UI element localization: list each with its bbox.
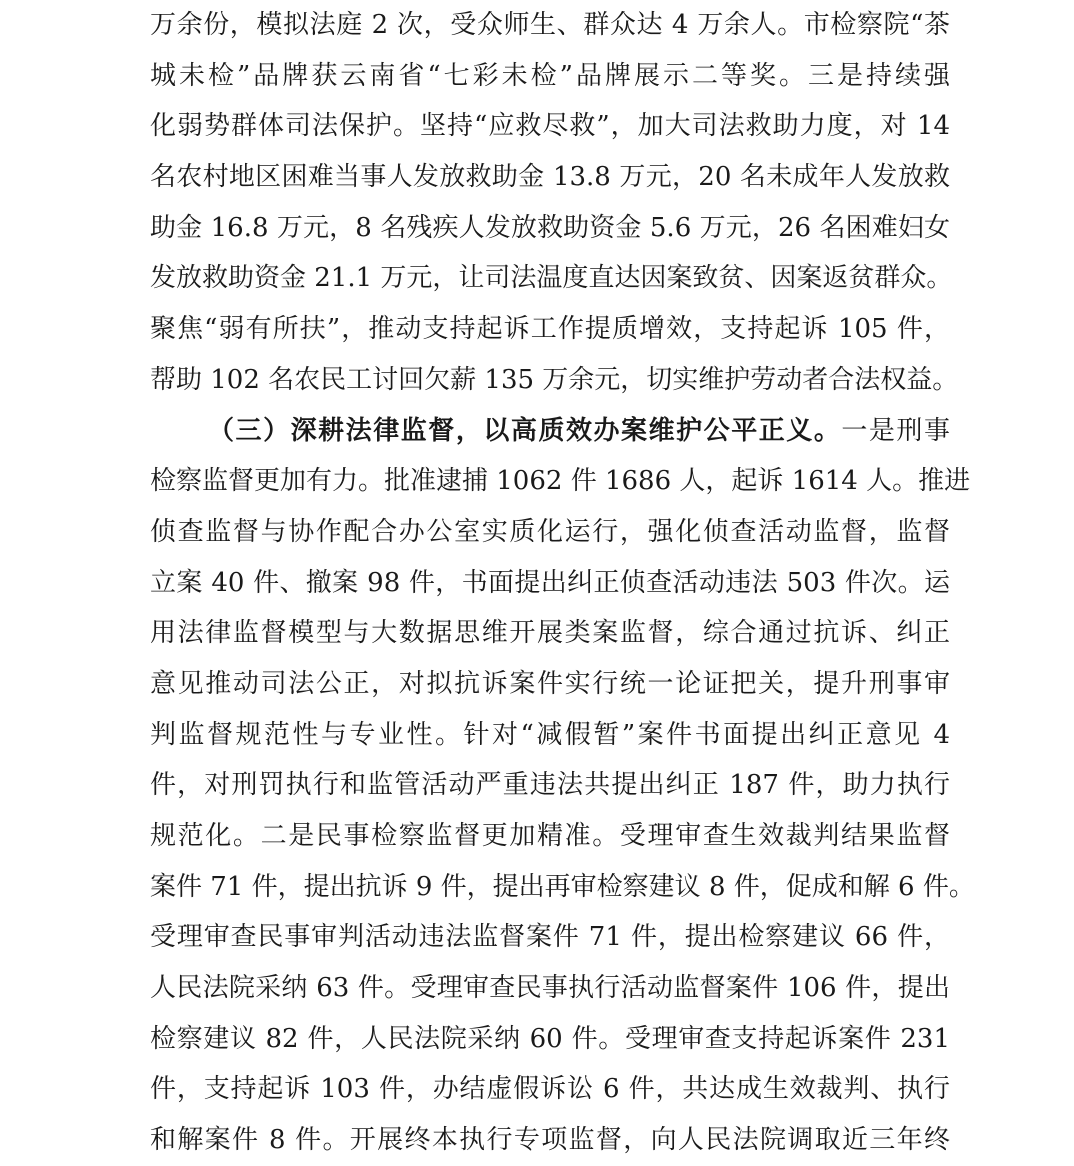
document-body [150,0,975,1166]
text-line: 意见推动司法公正，对拟抗诉案件实行统一论证把关，提升刑事审 [150,668,950,699]
section-heading-line [150,406,950,457]
text-line: 人民法院采纳 63 件。受理审查民事执行活动监督案件 106 件，提出 [150,973,950,1004]
text-line: 和解案件 8 件。开展终本执行专项监督，向人民法院调取近三年终 [150,1125,950,1156]
text-line: 用法律监督模型与大数据思维开展类案监督，综合通过抗诉、纠正 [150,618,950,649]
text-line: 侦查监督与协作配合办公室实质化运行，强化侦查活动监督，监督 [150,516,950,547]
text-line: 助金 16.8 万元，8 名残疾人发放救助资金 5.6 万元，26 名困难妇女 [150,212,950,243]
text-line: 万余份，模拟法庭 2 次，受众师生、群众达 4 万余人。市检察院“茶 [150,10,950,40]
text-line: 检察建议 82 件，人民法院采纳 60 件。受理审查支持起诉案件 231 [150,1023,950,1054]
text-line: 规范化。二是民事检察监督更加精准。受理审查生效裁判结果监督 [150,821,950,851]
section-heading-continuation: 一是刑事 [841,415,950,446]
text-line: 受理审查民事审判活动违法监督案件 71 件，提出检察建议 66 件， [150,922,950,953]
text-line: 件，对刑罚执行和监管活动严重违法共提出纠正 187 件，助力执行 [150,770,950,801]
text-line: 发放救助资金 21.1 万元，让司法温度直达因案致贫、因案返贫群众。 [150,263,953,294]
text-line: 帮助 102 名农民工讨回欠薪 135 万余元，切实维护劳动者合法权益。 [150,364,959,395]
text-line: 立案 40 件、撤案 98 件，书面提出纠正侦查活动违法 503 件次。运 [150,567,950,598]
text-line: 聚焦“弱有所扶”，推动支持起诉工作提质增效，支持起诉 105 件， [150,314,950,345]
text-line: 案件 71 件，提出抗诉 9 件，提出再审检察建议 8 件，促成和解 6 件。 [150,871,975,902]
text-line: 检察监督更加有力。批准逮捕 1062 件 1686 人，起诉 1614 人。推进 [150,466,971,497]
text-line: 城未检”品牌获云南省“七彩未检”品牌展示二等奖。三是持续强 [150,60,950,91]
text-line: 判监督规范性与专业性。针对“减假暂”案件书面提出纠正意见 4 [150,719,950,750]
text-line: 件，支持起诉 103 件，办结虚假诉讼 6 件，共达成生效裁判、执行 [150,1074,950,1105]
text-line: 名农村地区困难当事人发放救助金 13.8 万元，20 名未成年人发放救 [150,162,950,193]
text-line: 化弱势群体司法保护。坚持“应救尽救”，加大司法救助力度，对 14 [150,111,950,142]
section-heading: （三）深耕法律监督，以高质效办案维护公平正义。 [208,415,842,446]
